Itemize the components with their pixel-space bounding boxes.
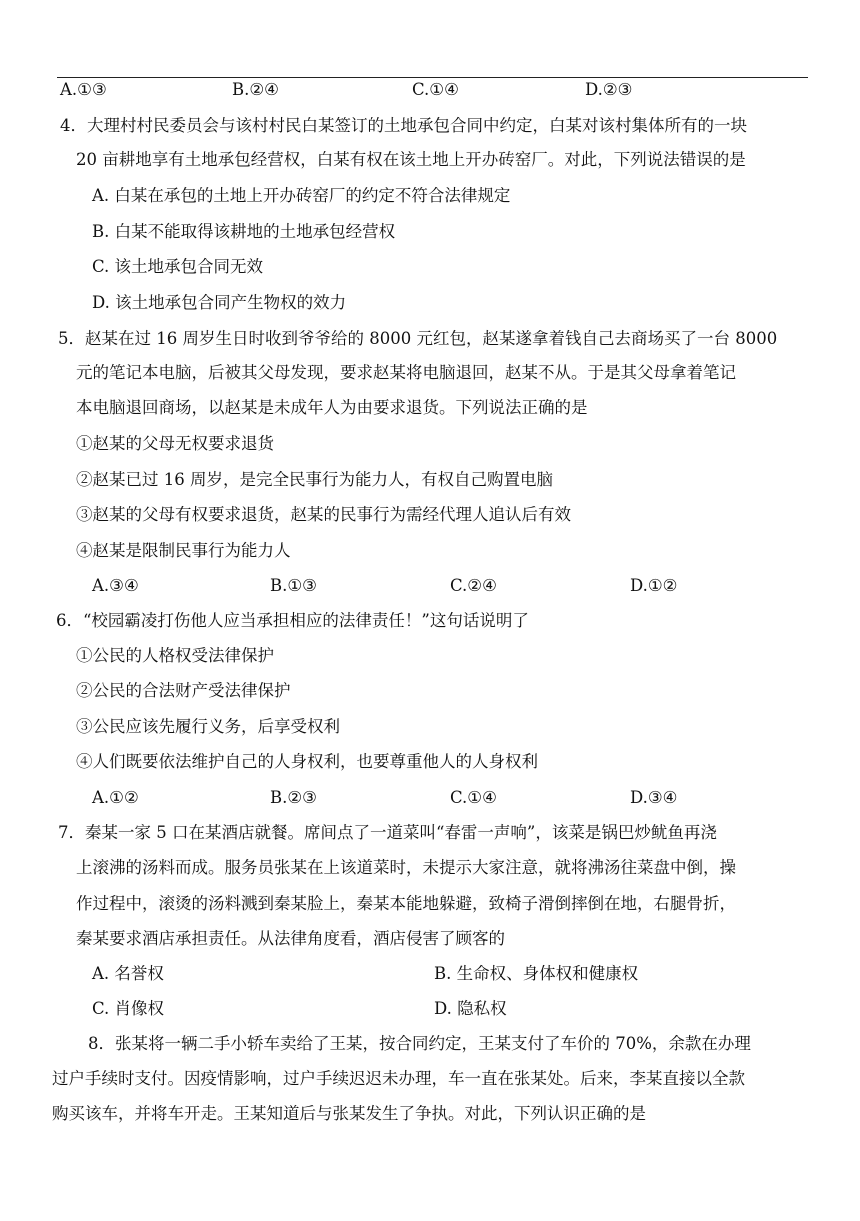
q4-stem-line2: 20 亩耕地享有土地承包经营权，白某有权在该土地上开办砖窑厂。对此，下列说法错误的是 [76, 150, 746, 169]
q7-stem-line2: 上滚沸的汤料而成。服务员张某在上该道菜时，未提示大家注意，就将沸汤往菜盘中倒，操 [76, 858, 736, 877]
q5-stem-line2: 元的笔记本电脑，后被其父母发现，要求赵某将电脑退回，赵某不从。于是其父母拿着笔记 [76, 363, 736, 382]
q6-option-c: C.①④ [450, 788, 497, 807]
q6-statement-3: ③公民应该先履行义务，后享受权利 [76, 717, 340, 736]
q7-option-c: C. 肖像权 [92, 999, 165, 1018]
q6-option-d: D.③④ [630, 788, 678, 807]
q5-stem-line1: 5．赵某在过 16 周岁生日时收到爷爷给的 8000 元红包，赵某遂拿着钱自己去商场买了一台 8000 [58, 329, 778, 348]
q5-option-a: A.③④ [92, 576, 139, 595]
q6-stem-line1: 6．“校园霸凌打伤他人应当承担相应的法律责任！”这句话说明了 [56, 611, 529, 630]
q6-statement-2: ②公民的合法财产受法律保护 [76, 681, 291, 700]
q4-stem-line1: 4．大理村村民委员会与该村村民白某签订的土地承包合同中约定，白某对该村集体所有的一块 [60, 116, 747, 135]
q5-option-b: B.①③ [270, 576, 317, 595]
q7-stem-line1: 7．秦某一家 5 口在某酒店就餐。席间点了一道菜叫“春雷一声响”，该菜是锅巴炒鱿鱼再浇 [58, 823, 717, 842]
q7-stem-line4: 秦某要求酒店承担责任。从法律角度看，酒店侵害了顾客的 [76, 929, 505, 948]
q6-option-b: B.②③ [270, 788, 317, 807]
q3-option-b: B.②④ [232, 80, 279, 99]
q4-option-d: D. 该土地承包合同产生物权的效力 [92, 293, 347, 312]
q3-option-d: D.②③ [585, 80, 633, 99]
q5-stem-line3: 本电脑退回商场，以赵某是未成年人为由要求退货。下列说法正确的是 [76, 398, 588, 417]
q5-option-c: C.②④ [450, 576, 497, 595]
q4-option-c: C. 该土地承包合同无效 [92, 257, 264, 276]
q6-statement-1: ①公民的人格权受法律保护 [76, 646, 274, 665]
q6-statement-4: ④人们既要依法维护自己的人身权利，也要尊重他人的人身权利 [76, 752, 538, 771]
q7-option-d: D. 隐私权 [434, 999, 507, 1018]
q8-stem-line2: 过户手续时支付。因疫情影响，过户手续迟迟未办理，车一直在张某处。后来，李某直接以全款 [52, 1069, 745, 1088]
q4-option-a: A. 白某在承包的土地上开办砖窑厂的约定不符合法律规定 [92, 186, 511, 205]
q8-stem-line3: 购买该车，并将车开走。王某知道后与张某发生了争执。对此，下列认识正确的是 [52, 1104, 646, 1123]
q7-stem-line3: 作过程中，滚烫的汤料溅到秦某脸上，秦某本能地躲避，致椅子滑倒摔倒在地，右腿骨折， [76, 894, 736, 913]
q8-stem-line1: 8．张某将一辆二手小轿车卖给了王某，按合同约定，王某支付了车价的 70%，余款在办理 [88, 1034, 751, 1053]
q5-statement-1: ①赵某的父母无权要求退货 [76, 434, 274, 453]
q3-option-c: C.①④ [412, 80, 459, 99]
q5-statement-3: ③赵某的父母有权要求退货，赵某的民事行为需经代理人追认后有效 [76, 505, 571, 524]
q5-statement-2: ②赵某已过 16 周岁，是完全民事行为能力人，有权自己购置电脑 [76, 470, 553, 489]
q7-option-a: A. 名誉权 [92, 964, 164, 983]
q5-statement-4: ④赵某是限制民事行为能力人 [76, 541, 291, 560]
q4-option-b: B. 白某不能取得该耕地的土地承包经营权 [92, 222, 396, 241]
q3-option-a: A.①③ [60, 80, 107, 99]
q7-option-b: B. 生命权、身体权和健康权 [434, 964, 639, 983]
q6-option-a: A.①② [92, 788, 139, 807]
q5-option-d: D.①② [630, 576, 678, 595]
